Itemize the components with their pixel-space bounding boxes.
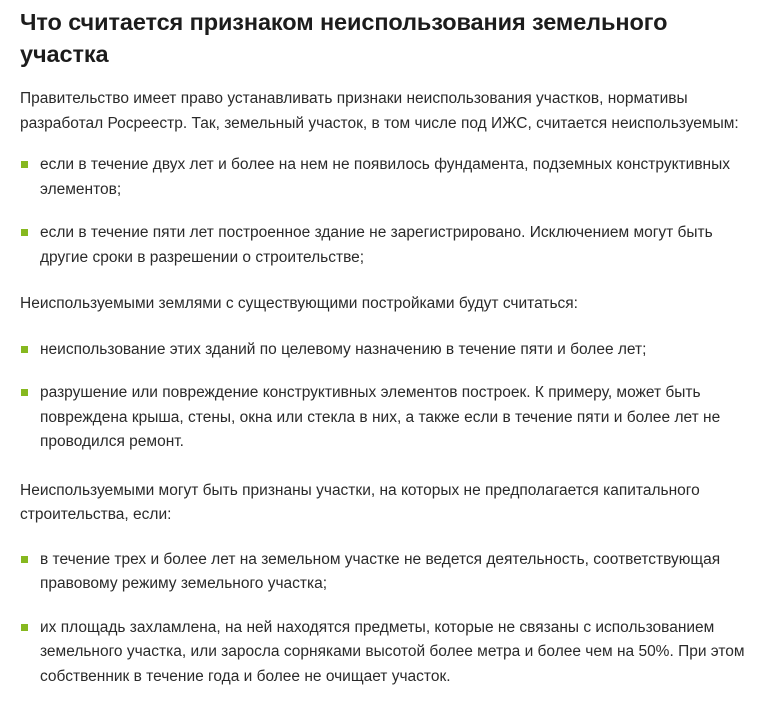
list-item xyxy=(20,153,759,202)
list-item xyxy=(20,616,759,690)
list-item xyxy=(20,381,759,455)
list-item xyxy=(20,548,759,597)
list-item xyxy=(20,338,759,363)
intro-paragraph: Правительство имеет право устанавливать признаки неиспользования участков, нормативы разработал Росреестр. Так, земельный участок, в том числе под ИЖС, считается неиспользуемым: xyxy=(20,90,739,132)
non-construction-paragraph: Неиспользуемыми могут быть признаны участки, на которых не предполагается капитального строительства, если: xyxy=(20,481,700,523)
list-item-text: если в течение пяти лет построенное здание не зарегистрировано. Исключением могут быть другие сроки в разрешении о строительстве; xyxy=(40,224,713,266)
buildings-paragraph: Неиспользуемыми землями с существующими постройками будут считаться: xyxy=(20,295,578,312)
square-bullet-icon xyxy=(21,556,28,563)
list-item-text: их площадь захламлена, на ней находятся предметы, которые не связаны с использованием земельного участка, или заросла сорняками высотой более метра и более чем на 50%. При этом собственник в течение года и более не очищает участок. xyxy=(40,618,745,685)
square-bullet-icon xyxy=(21,229,28,236)
article-title: Что считается признаком неиспользования земельного участка xyxy=(20,9,668,67)
buildings-criteria-list xyxy=(20,338,759,455)
square-bullet-icon xyxy=(21,161,28,168)
list-item-text: неиспользование этих зданий по целевому назначению в течение пяти и более лет; xyxy=(40,340,647,358)
square-bullet-icon xyxy=(21,346,28,353)
list-item-text: если в течение двух лет и более на нем не появилось фундамента, подземных конструктивных элементов; xyxy=(40,156,730,198)
non-construction-criteria-list xyxy=(20,548,759,690)
square-bullet-icon xyxy=(21,624,28,631)
list-item-text: разрушение или повреждение конструктивных элементов построек. К примеру, может быть повреждена крыша, стены, окна или стекла в них, а также если в течение пяти и более лет не проводился ремонт. xyxy=(40,384,721,450)
list-item-text: в течение трех и более лет на земельном участке не ведется деятельность, соответствующая правовому режиму земельного участка; xyxy=(40,550,721,592)
square-bullet-icon xyxy=(21,389,28,396)
list-item xyxy=(20,221,759,270)
unused-land-criteria-list xyxy=(20,153,759,270)
